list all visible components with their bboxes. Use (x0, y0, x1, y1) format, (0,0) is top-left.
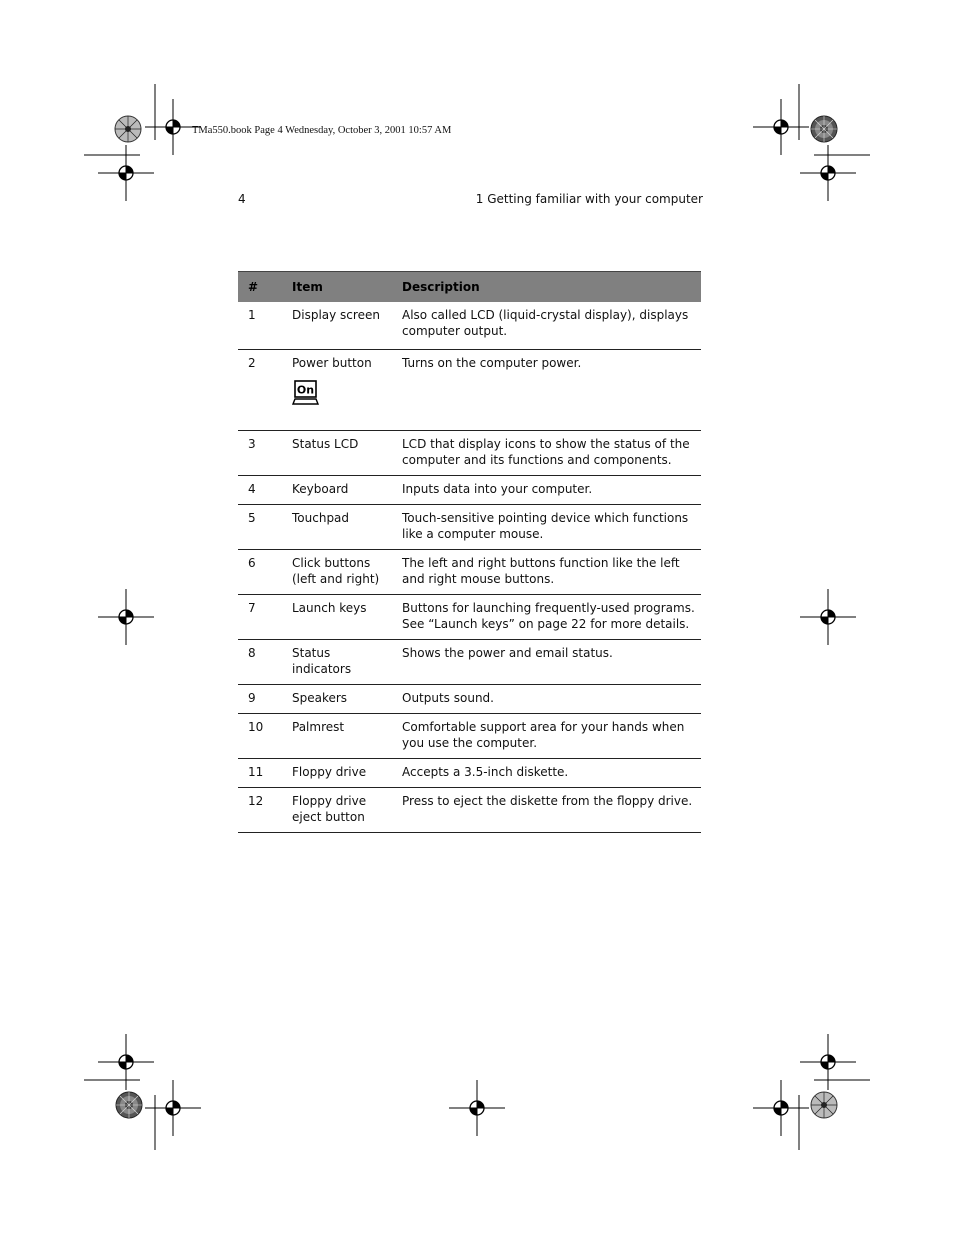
row-item: Status indicators (282, 640, 392, 685)
table-row (238, 505, 701, 550)
row-description: Buttons for launching frequently-used programs. See “Launch keys” on page 22 for more details. (392, 595, 701, 640)
column-header-description: Description (392, 272, 701, 303)
row-number: 11 (238, 759, 282, 788)
row-number: 7 (238, 595, 282, 640)
row-number: 4 (238, 476, 282, 505)
row-description: Outputs sound. (392, 685, 701, 714)
row-number: 8 (238, 640, 282, 685)
table-row (238, 640, 701, 685)
table-row (238, 431, 701, 476)
table-row (238, 550, 701, 595)
row-number: 2 (238, 350, 282, 431)
row-description: Shows the power and email status. (392, 640, 701, 685)
row-number: 1 (238, 302, 282, 350)
row-item: Display screen (282, 302, 392, 350)
row-item-cell (282, 350, 392, 431)
table-row (238, 350, 701, 431)
row-item: Touchpad (282, 505, 392, 550)
row-item: Status LCD (282, 431, 392, 476)
table-header-row (238, 272, 701, 303)
row-item: Speakers (282, 685, 392, 714)
table-row (238, 476, 701, 505)
page-number: 4 (238, 192, 246, 206)
table-row (238, 685, 701, 714)
column-header-item: Item (282, 272, 392, 303)
chapter-running-head: 1 Getting familiar with your computer (475, 192, 703, 206)
row-item: Keyboard (282, 476, 392, 505)
column-header-number: # (238, 272, 282, 303)
table-row (238, 788, 701, 833)
row-item: Floppy drive (282, 759, 392, 788)
row-description: Turns on the computer power. (392, 350, 701, 431)
print-slug: TMa550.book Page 4 Wednesday, October 3, 2001 10:57 AM (192, 125, 452, 136)
table-row (238, 714, 701, 759)
components-table (238, 271, 701, 833)
row-description: LCD that display icons to show the status of the computer and its functions and components. (392, 431, 701, 476)
row-description: Press to eject the diskette from the floppy drive. (392, 788, 701, 833)
row-number: 10 (238, 714, 282, 759)
table-row (238, 302, 701, 350)
row-item: Launch keys (282, 595, 392, 640)
row-description: Accepts a 3.5-inch diskette. (392, 759, 701, 788)
row-description: Touch-sensitive pointing device which functions like a computer mouse. (392, 505, 701, 550)
row-description: Inputs data into your computer. (392, 476, 701, 505)
row-description: Comfortable support area for your hands when you use the computer. (392, 714, 701, 759)
row-number: 9 (238, 685, 282, 714)
row-item: Click buttons (left and right) (282, 550, 392, 595)
row-description: The left and right buttons function like the left and right mouse buttons. (392, 550, 701, 595)
power-on-icon (292, 380, 320, 408)
row-number: 5 (238, 505, 282, 550)
row-item: Floppy drive eject button (282, 788, 392, 833)
row-description: Also called LCD (liquid-crystal display), displays computer output. (392, 302, 701, 350)
row-number: 12 (238, 788, 282, 833)
power-icon-label: On (296, 383, 315, 397)
row-item: Power button (292, 356, 372, 370)
row-number: 3 (238, 431, 282, 476)
table-row (238, 595, 701, 640)
row-number: 6 (238, 550, 282, 595)
table-row (238, 759, 701, 788)
row-item: Palmrest (282, 714, 392, 759)
